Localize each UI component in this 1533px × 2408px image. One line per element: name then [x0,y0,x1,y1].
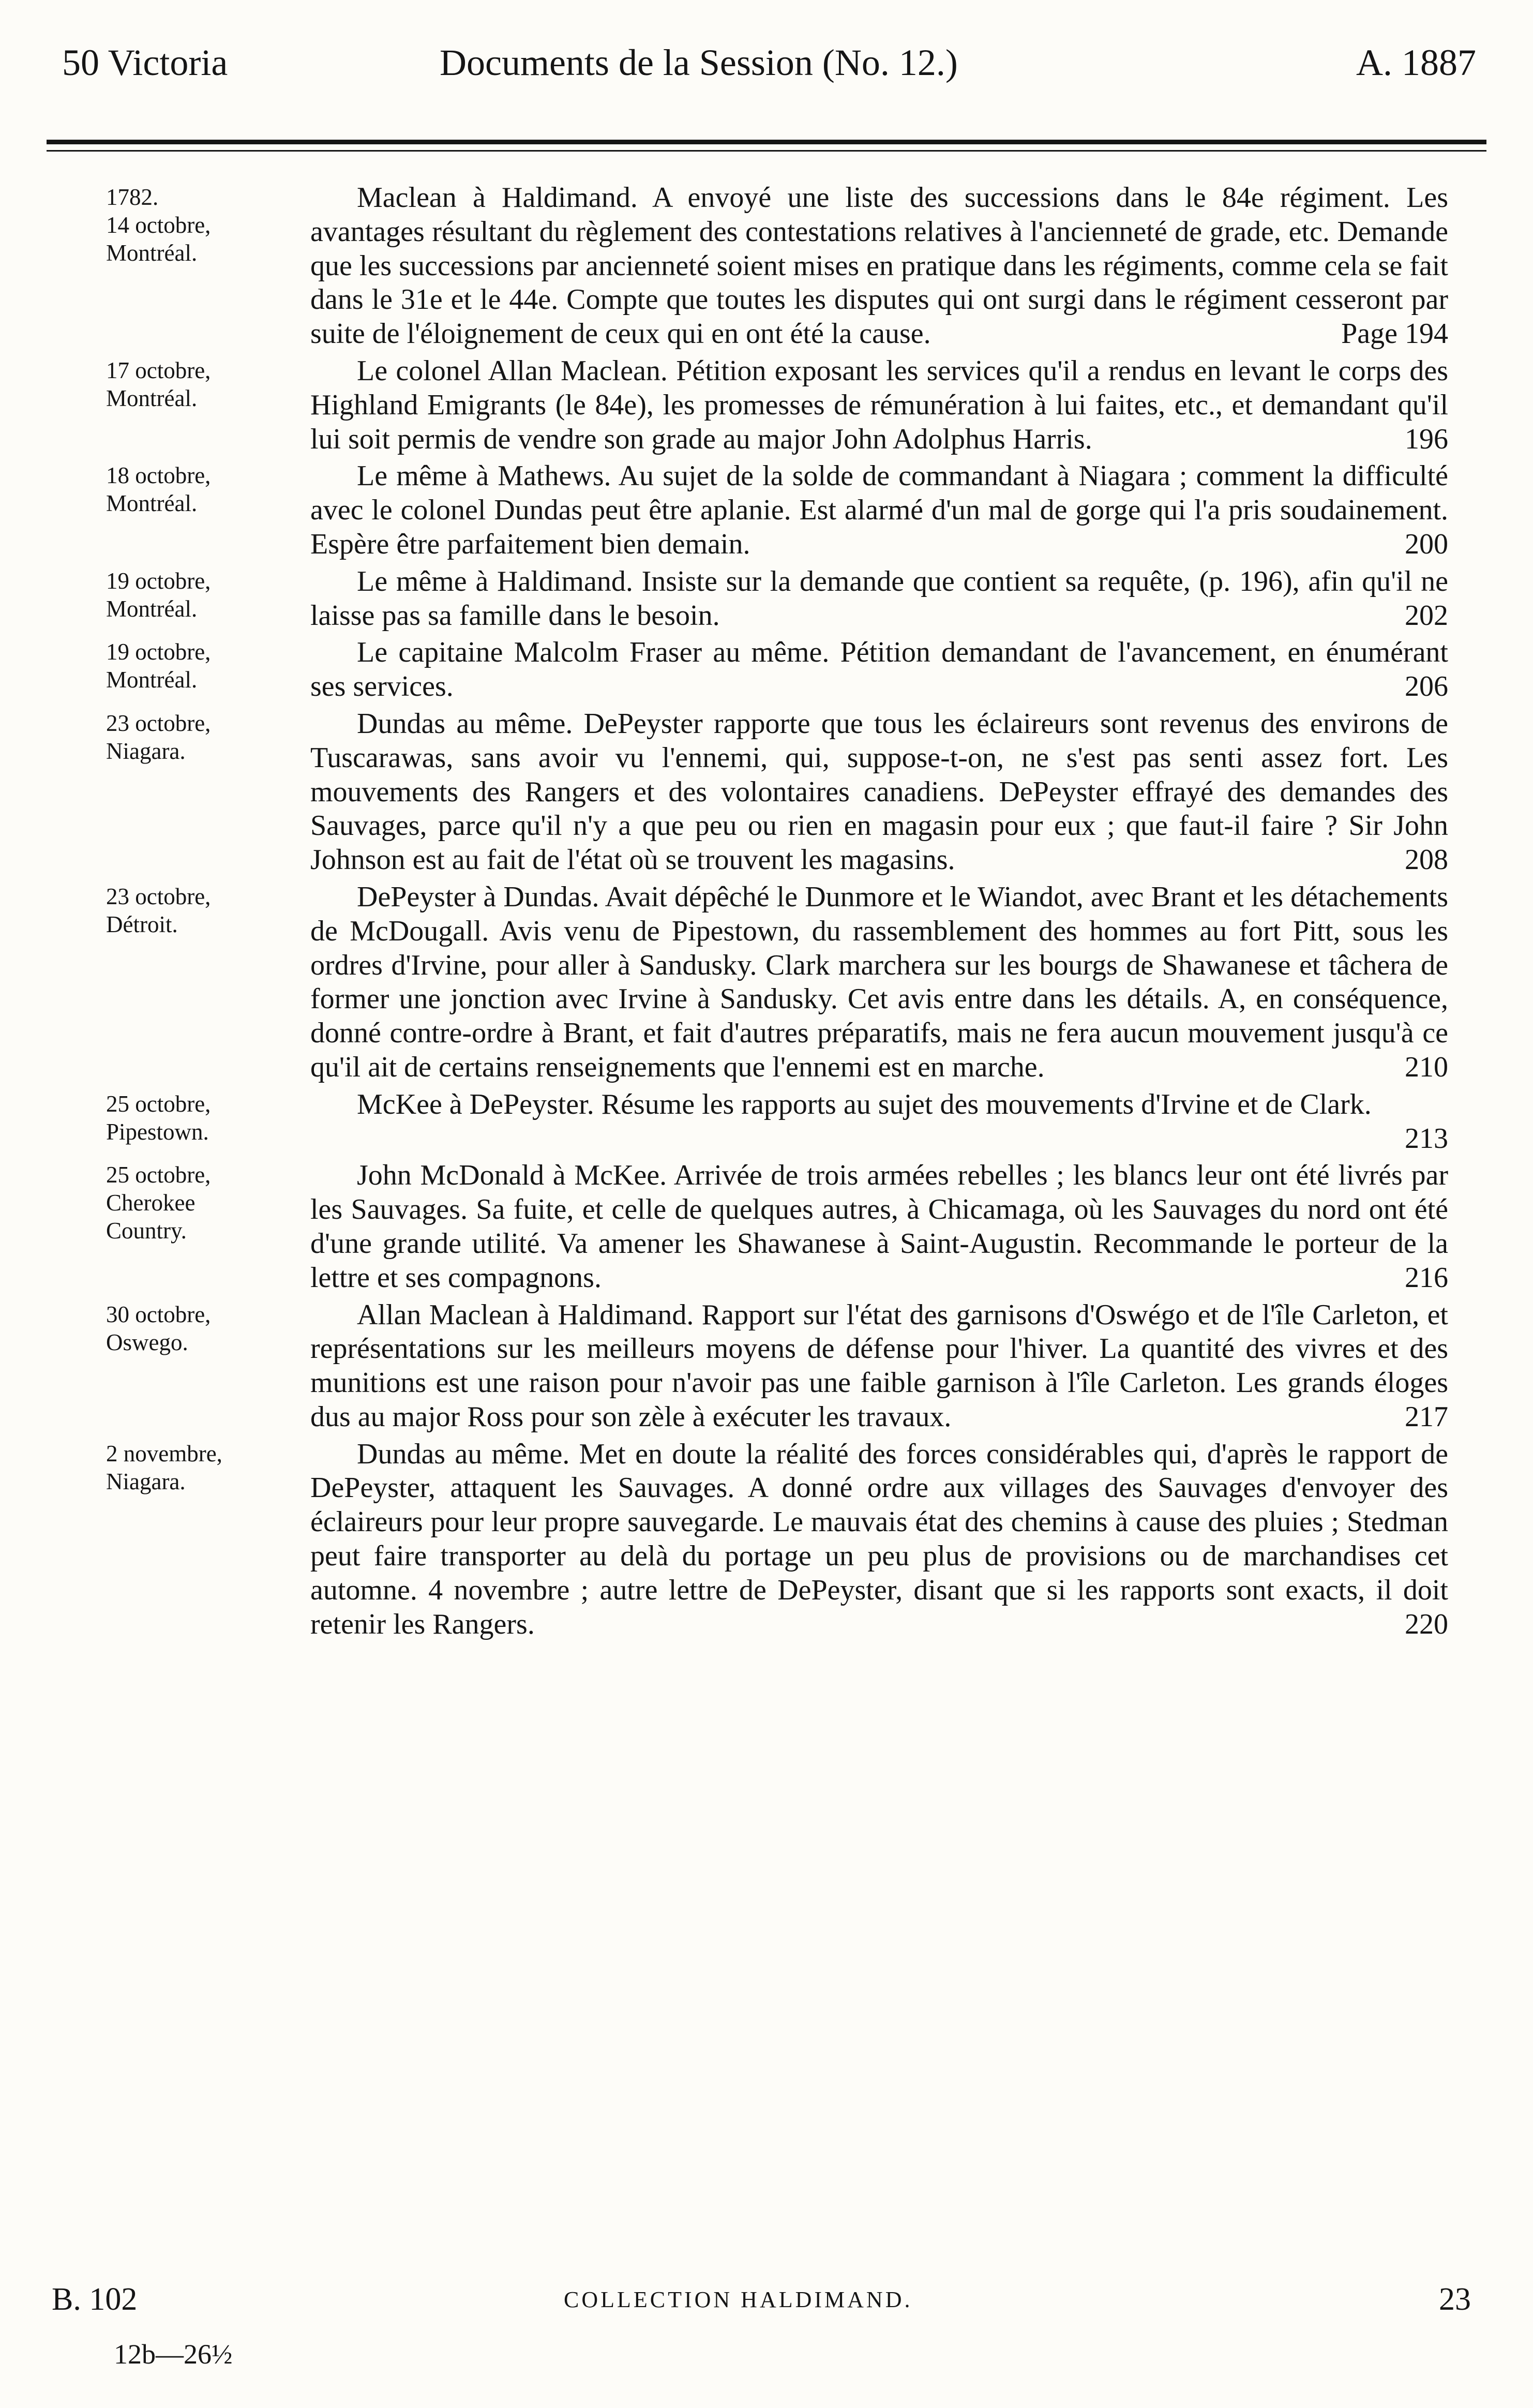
entry [0,181,1533,351]
entries-list [0,181,1533,1644]
entry-date: 23 octobre, Détroit. [106,883,211,937]
entry-text: Dundas au même. DePeyster rapporte que tous les éclaireurs sont revenus des environs de Tuscarawas, sans avoir vu l'ennemi, qui, suppose-t-on, ne s'est pas senti assez fort. Les mouvements des Rangers et des volontaires canadiens. DePeyster effrayé des demandes des Sauvages, parce qu'il n'y a que peu ou rien en magasin pour eux ; que faut-il faire ? Sir John Johnson est au fait de l'état où se trouvent les magasins. [310,707,1448,876]
entry-body [310,354,1448,456]
entry [0,1088,1533,1156]
entry-date: 2 novembre, Niagara. [106,1440,222,1494]
entry [0,354,1533,456]
entry-body [310,459,1448,561]
entry-date: 25 octobre, Cherokee Country. [106,1162,211,1244]
entry-body [310,880,1448,1085]
entry-text: Maclean à Haldimand. A envoyé une liste des successions dans le 84e régiment. Les avantages résultant du règlement des contestations relatives à l'ancienneté de grade, etc. Demande que les successions par ancienneté soient mises en pratique dans les régiments, comme cela se fait dans le 31e et le 44e. Compte que toutes les disputes qui ont surgi dans le régiment cesseront par suite de l'éloignement de ceux qui en ont été la cause. [310,182,1448,350]
entry-date: 18 octobre, Montréal. [106,462,211,517]
entry-page: 216 [1405,1261,1448,1294]
entry-page: 196 [1405,423,1448,455]
entry [0,880,1533,1085]
entry-body [310,1298,1448,1434]
entry-text: Allan Maclean à Haldimand. Rapport sur l'état des garnisons d'Oswégo et de l'île Carleton, et représentations sur les meilleurs moyens de défense pour l'hiver. La quantité des vivres et des munitions est une raison pour n'avoir pas une faible garnison à l'île Carleton. Les grands éloges dus au major Ross pour son zèle à exécuter les travaux. [310,1298,1448,1433]
page-header [47,41,1486,103]
entry-body [310,1088,1448,1156]
entry-page: Page 194 [1341,318,1448,350]
entry-date: 25 octobre, Pipestown. [106,1090,211,1145]
entry-page: 213 [1405,1122,1448,1155]
entry-text: DePeyster à Dundas. Avait dépêché le Dunmore et le Wiandot, avec Brant et les détachements de McDougall. Avis venu de Pipestown, du rassemblement des hommes au fort Pitt, sous les ordres d'Irvine, pour aller à Sandusky. Clark marchera sur les bourgs de Shawanese et tâchera de former une jonction avec Irvine à Sandusky. Cet avis entre dans les détails. A, en conséquence, donné contre-ordre à Brant, et fait d'autres préparatifs, mais ne fera aucun mouvement jusqu'à ce qu'il ait de certains renseignements que l'ennemi est en marche. [310,880,1448,1083]
entry-body [310,1159,1448,1295]
header-title: Documents de la Session (No. 12.) [440,42,958,83]
header-left: 50 Victoria [62,42,228,83]
page-number: 23 [1439,2282,1471,2317]
entry-date: 23 octobre, Niagara. [106,710,211,764]
entry-date: 19 octobre, Montréal. [106,639,211,693]
entry-body [310,181,1448,351]
entry-page: 202 [1405,599,1448,632]
entry-page: 217 [1405,1400,1448,1433]
entry-text: John McDonald à McKee. Arrivée de trois armées rebelles ; les blancs leur ont été livrés par les Sauvages. Sa fuite, et celle de quelques autres, à Chicamaga, où les Sauvages du nord ont été d'une grande utilité. Va amener les Shawanese à Saint-Augustin. Recommande le porteur de la lettre et ses compagnons. [310,1159,1448,1294]
entry-body [310,565,1448,633]
entry-page: 200 [1405,528,1448,560]
entry-page: 210 [1405,1051,1448,1083]
footer-title: COLLECTION HALDIMAND. [564,2287,913,2312]
entry [0,565,1533,633]
entry [0,1298,1533,1434]
entry-page: 206 [1405,670,1448,703]
entry-page: 220 [1405,1608,1448,1640]
header-right: A. 1887 [1356,42,1476,83]
entry-text: Le colonel Allan Maclean. Pétition exposant les services qu'il a rendus en levant le corps des Highland Emigrants (le 84e), les promesses de rémunération à lui faites, etc., et demandant qu'il lui soit permis de vendre son grade au major John Adolphus Harris. [310,354,1448,455]
entry-text: McKee à DePeyster. Résume les rapports au sujet des mouvements d'Irvine et de Clark. [357,1088,1372,1120]
entry-body [310,1438,1448,1642]
entry-text: Le même à Mathews. Au sujet de la solde de commandant à Niagara ; comment la difficulté avec le colonel Dundas peut être aplanie. Est alarmé d'un mal de gorge qui l'a pris soudainement. Espère être parfaitement bien demain. [310,460,1448,560]
entry [0,459,1533,561]
footer-sub: 12b—26½ [114,2339,233,2370]
entry [0,1159,1533,1295]
entry-page: 208 [1405,844,1448,876]
entry-body [310,707,1448,877]
header-rule [47,140,1486,144]
entry [0,1438,1533,1642]
entry-date: 1782. 14 octobre, Montréal. [106,184,211,266]
entry-date: 19 octobre, Montréal. [106,567,211,622]
entry-date: 30 octobre, Oswego. [106,1301,211,1355]
entry-date: 17 octobre, Montréal. [106,357,211,411]
entry-text: Le capitaine Malcolm Fraser au même. Pétition demandant de l'avancement, en énumérant ses services. [310,636,1448,703]
entry-text: Le même à Haldimand. Insiste sur la demande que contient sa requête, (p. 196), afin qu'il ne laisse pas sa famille dans le besoin. [310,565,1448,632]
entry-body [310,636,1448,704]
footer-left: B. 102 [52,2282,138,2317]
entry [0,636,1533,704]
page-footer [47,2281,1486,2385]
entry-text: Dundas au même. Met en doute la réalité des forces considérables qui, d'après le rapport de DePeyster, attaquent les Sauvages. A donné ordre aux villages des Sauvages d'envoyer des éclaireurs pour leur propre sauvegarde. Le mauvais état des chemins à cause des pluies ; Stedman peut faire transporter au delà du portage un peu plus de provisions ou de marchandises cet automne. 4 novembre ; autre lettre de DePeyster, disant que si les rapports sont exacts, il doit retenir les Rangers. [310,1438,1448,1640]
header-rule-thin [47,150,1486,152]
entry [0,707,1533,877]
